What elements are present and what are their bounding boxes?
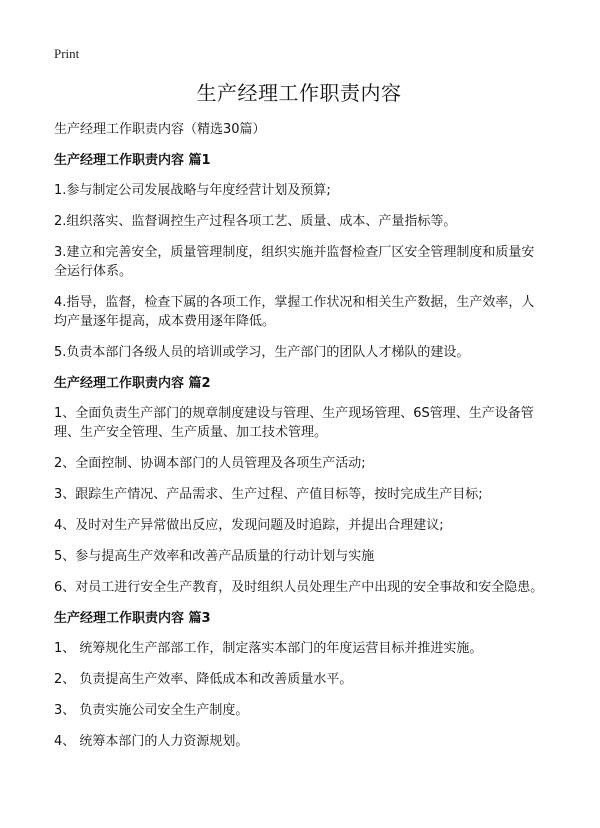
list-item: 4、 统筹本部门的人力资源规划。 <box>54 734 249 749</box>
section-heading-2: 生产经理工作职责内容 篇2 <box>54 376 211 391</box>
list-item: 1、全面负责生产部门的规章制度建设与管理、生产现场管理、6S管理、生产设备管理、生产安全管理、生产质量、加工技术管理。 <box>54 406 534 440</box>
list-item: 2、 负责提高生产效率、降低成本和改善质量水平。 <box>54 672 353 687</box>
list-item: 2.组织落实、监督调控生产过程各项工艺、质量、成本、产量指标等。 <box>54 214 457 229</box>
list-item: 1、 统筹规化生产部部工作，制定落实本部门的年度运营目标并推进实施。 <box>54 641 483 656</box>
document-body <box>54 80 544 763</box>
section-heading-1: 生产经理工作职责内容 篇1 <box>54 153 211 168</box>
list-item: 3.建立和完善安全，质量管理制度，组织实施并监督检查厂区安全管理制度和质量安全运行体系。 <box>54 245 535 279</box>
print-link[interactable]: Print <box>54 46 80 61</box>
list-item: 1.参与制定公司发展战略与年度经营计划及预算; <box>54 183 331 198</box>
list-item: 6、对员工进行安全生产教育，及时组织人员处理生产中出现的安全事故和安全隐患。 <box>54 580 544 595</box>
list-item: 4.指导，监督，检查下属的各项工作，掌握工作状况和相关生产数据，生产效率，人均产量逐年提高，成本费用逐年降低。 <box>54 295 535 329</box>
list-item: 2、全面控制、协调本部门的人员管理及各项生产活动; <box>54 456 366 471</box>
list-item: 4、及时对生产异常做出反应，发现问题及时追踪，并提出合理建议; <box>54 518 444 533</box>
list-item: 3、 负责实施公司安全生产制度。 <box>54 703 249 718</box>
list-item: 5、参与提高生产效率和改善产品质量的行动计划与实施 <box>54 549 375 564</box>
document-subtitle: 生产经理工作职责内容（精选30篇） <box>54 122 266 137</box>
page-title: 生产经理工作职责内容 <box>196 81 402 105</box>
list-item: 3、跟踪生产情况、产品需求、生产过程、产值目标等，按时完成生产目标; <box>54 487 483 502</box>
list-item: 5.负责本部门各级人员的培训或学习，生产部门的团队人才梯队的建设。 <box>54 345 470 360</box>
section-heading-3: 生产经理工作职责内容 篇3 <box>54 611 211 626</box>
